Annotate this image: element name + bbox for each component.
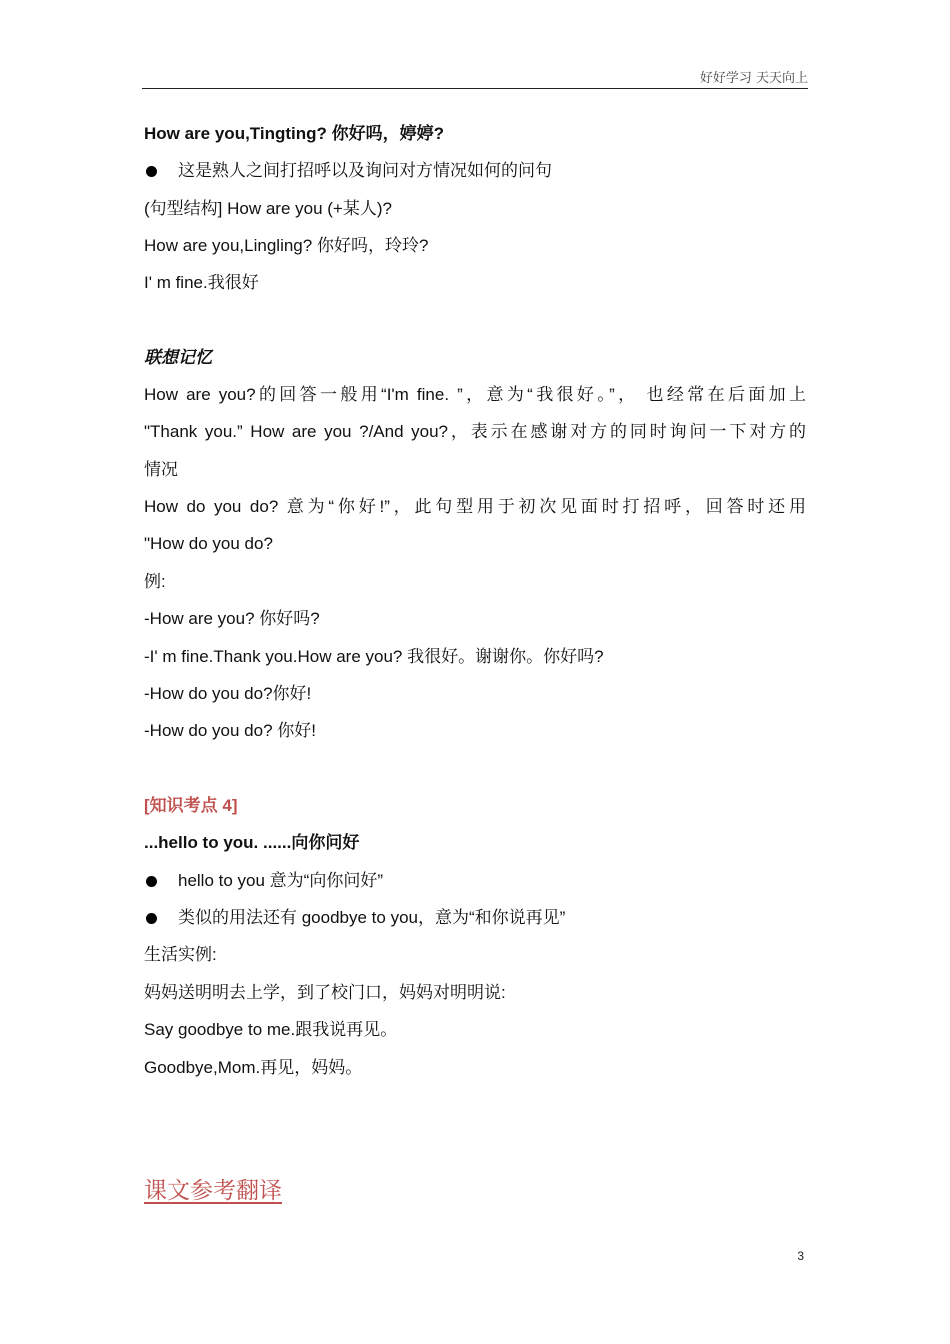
section-title: 课文参考翻译 [144, 1177, 282, 1203]
dialogue-line: -I' m fine.Thank you.How are you? 我很好。谢谢你。你好吗? [144, 647, 604, 666]
example-line: I' m fine.我很好 [144, 273, 259, 292]
bullet-explanation: 类似的用法还有 goodbye to you，意为“和你说再见” [178, 908, 566, 927]
bullet-dot-icon [146, 913, 157, 924]
dialogue-line: Goodbye,Mom.再见，妈妈。 [144, 1058, 363, 1077]
page-header: 好好学习 天天向上 [699, 71, 808, 86]
example-line: How are you,Lingling? 你好吗，玲玲? [144, 236, 429, 255]
page-number: 3 [797, 1249, 804, 1263]
dialogue-line: -How do you do?你好! [144, 684, 312, 703]
knowledge-point-heading: [知识考点 4] [144, 796, 238, 815]
example-label: 例: [144, 572, 166, 591]
bullet-dot-icon [146, 166, 157, 177]
scenario-line: 妈妈送明明去上学，到了校门口，妈妈对明明说: [144, 983, 506, 1002]
paragraph-line: How do you do? 意为“你好!”，此句型用于初次见面时打招呼，回答时还用 [144, 497, 806, 516]
bullet-explanation: hello to you 意为“向你问好” [178, 871, 383, 890]
association-memory-heading: 联想记忆 [144, 348, 212, 367]
bullet-dot-icon [146, 876, 157, 887]
bullet-explanation: 这是熟人之间打招呼以及询问对方情况如何的问句 [178, 161, 552, 180]
paragraph-line: How are you?的回答一般用“I'm fine. ”，意为“我很好。”， 也经常在后面加上 [144, 385, 806, 404]
paragraph-line: 情况 [144, 460, 178, 479]
header-divider [142, 88, 808, 89]
dialogue-line: Say goodbye to me.跟我说再见。 [144, 1020, 398, 1039]
pattern-structure: (句型结构] How are you (+某人)? [144, 199, 392, 218]
paragraph-line: "Thank you.” How are you ?/And you?，表示在感谢对方的同时询问一下对方的 [144, 422, 806, 441]
life-example-label: 生活实例: [144, 945, 217, 964]
dialogue-line: -How are you? 你好吗? [144, 609, 320, 628]
phrase-heading: ...hello to you. ......向你问好 [144, 833, 360, 852]
sentence-heading: How are you,Tingting? 你好吗，婷婷? [144, 124, 445, 143]
paragraph-line: "How do you do? [144, 534, 273, 553]
dialogue-line: -How do you do? 你好! [144, 721, 316, 740]
